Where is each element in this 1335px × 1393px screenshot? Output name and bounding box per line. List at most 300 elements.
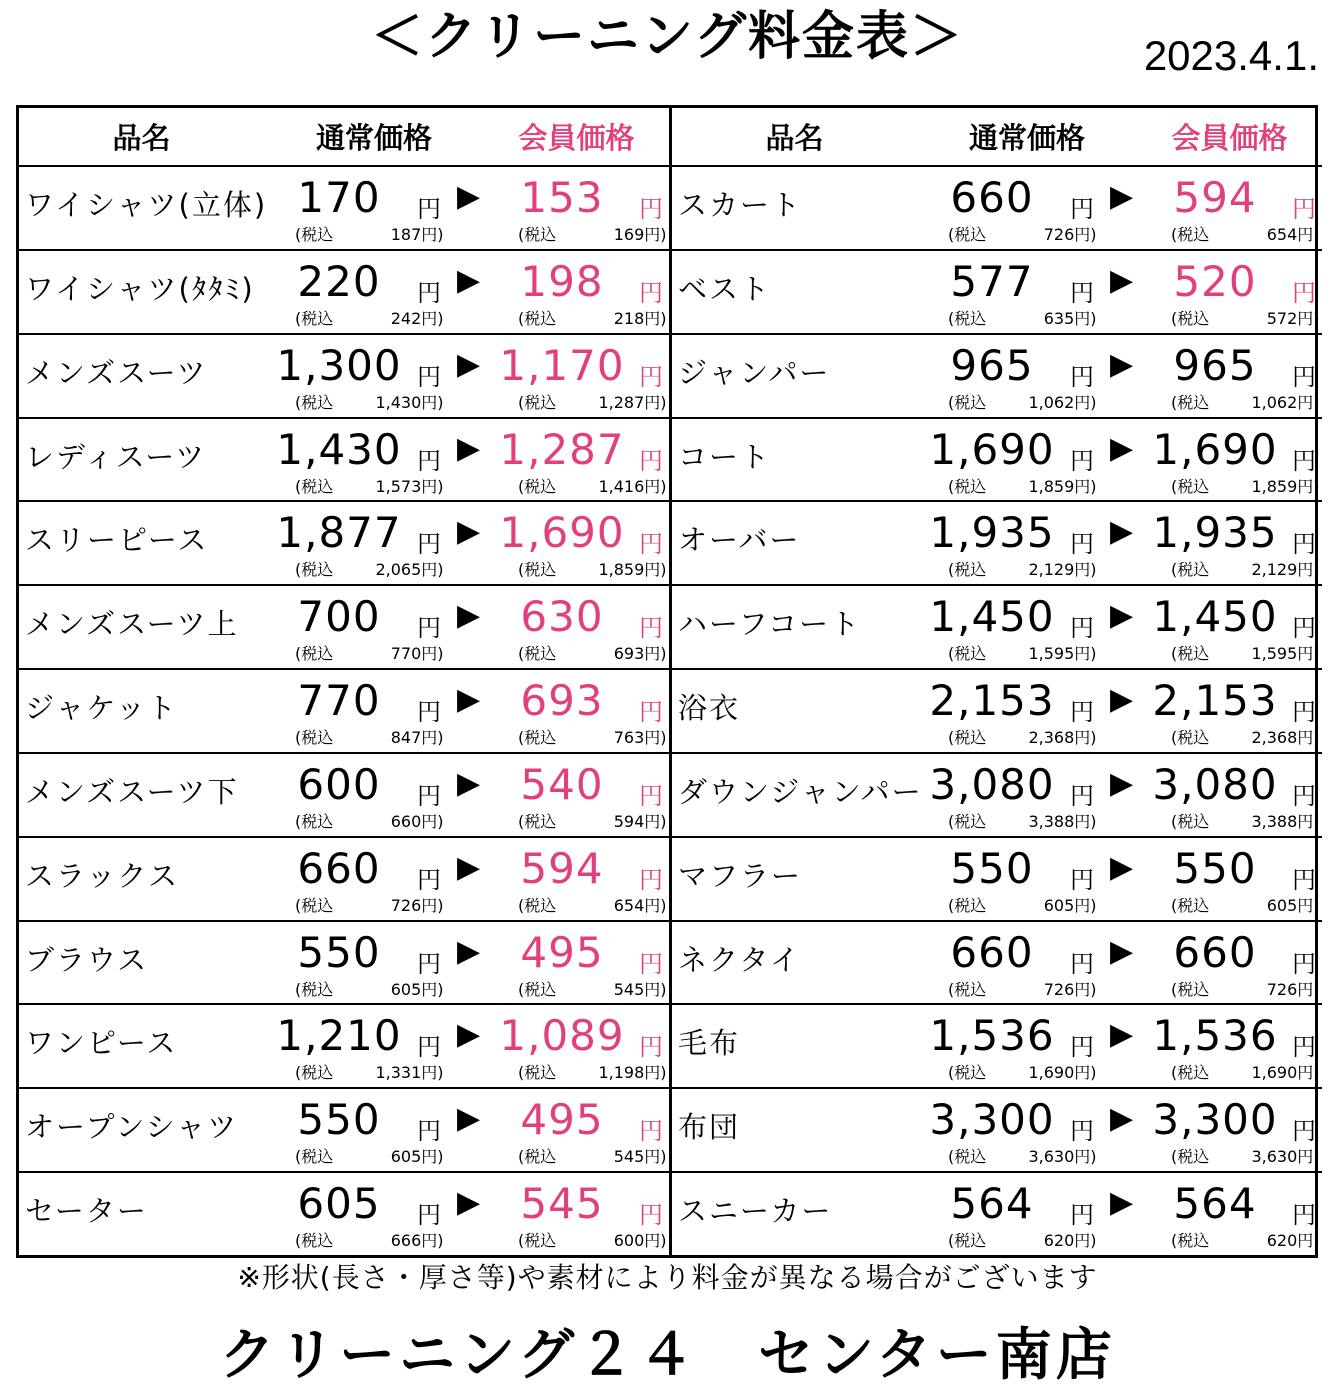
yen-label: 円 xyxy=(417,614,441,643)
tax-suffix: 円) xyxy=(1074,1063,1097,1083)
item-name: ワンピース xyxy=(25,1026,178,1061)
normal-tax-incl xyxy=(948,1228,1097,1251)
tax-amount: 218 xyxy=(613,308,645,328)
member-price: 594 xyxy=(520,843,604,893)
tax-prefix: (税込 xyxy=(518,979,557,999)
member-price: 545 xyxy=(520,1179,604,1229)
table-row xyxy=(672,1173,1322,1255)
yen-label: 円 xyxy=(639,278,663,307)
table-row xyxy=(19,251,669,335)
yen-label: 円 xyxy=(1070,278,1094,307)
table-row xyxy=(672,1089,1322,1173)
member-price: 594 xyxy=(1173,173,1257,222)
table-row xyxy=(19,1089,669,1173)
arrow-icon: ▶ xyxy=(1110,262,1134,298)
tax-suffix: 円) xyxy=(1297,225,1320,244)
table-row xyxy=(19,167,669,251)
yen-label: 円 xyxy=(1292,781,1316,810)
header-member-price: 会員価格 xyxy=(1171,121,1288,155)
normal-price: 605 xyxy=(297,1179,381,1229)
tax-amount: 1,416 xyxy=(598,476,645,496)
table-row xyxy=(19,586,669,670)
normal-tax-incl xyxy=(948,474,1097,497)
normal-tax-incl xyxy=(295,1144,444,1167)
arrow-icon: ▶ xyxy=(457,682,481,718)
tax-suffix: 円) xyxy=(644,560,667,580)
tax-suffix: 円) xyxy=(421,644,444,664)
member-tax-incl xyxy=(1171,1060,1320,1083)
tax-suffix: 円) xyxy=(421,476,444,496)
item-name: スカート xyxy=(678,188,803,222)
tax-prefix: (税込 xyxy=(518,895,557,915)
member-price: 3,080 xyxy=(1152,759,1278,809)
table-row xyxy=(672,251,1322,335)
arrow-icon: ▶ xyxy=(1110,765,1134,801)
tax-amount: 3,630 xyxy=(1251,1147,1298,1167)
member-tax-incl xyxy=(1171,977,1320,1000)
member-price: 1,690 xyxy=(499,508,625,558)
yen-label: 円 xyxy=(417,781,441,810)
yen-label: 円 xyxy=(1292,614,1316,643)
member-price: 520 xyxy=(1173,256,1257,306)
tax-amount: 242 xyxy=(390,308,422,328)
item-name: 布団 xyxy=(678,1110,741,1145)
tax-amount: 654 xyxy=(1266,225,1298,244)
yen-label: 円 xyxy=(417,698,441,727)
normal-tax-incl xyxy=(295,474,444,497)
arrow-icon: ▶ xyxy=(1110,598,1134,634)
member-tax-incl xyxy=(518,222,667,245)
tax-amount: 3,630 xyxy=(1028,1147,1075,1167)
item-name: ワイシャツ(ﾀﾀﾐ) xyxy=(25,271,255,306)
tax-prefix: (税込 xyxy=(948,476,987,496)
tax-amount: 545 xyxy=(613,1147,645,1167)
item-name: ダウンジャンパー xyxy=(678,774,923,809)
yen-label: 円 xyxy=(1070,865,1094,894)
member-tax-incl xyxy=(1171,557,1320,580)
member-price: 564 xyxy=(1173,1179,1257,1229)
table-row xyxy=(672,1005,1322,1089)
yen-label: 円 xyxy=(417,195,441,223)
normal-price: 1,210 xyxy=(276,1011,402,1061)
table-row xyxy=(672,167,1322,251)
item-name: スラックス xyxy=(25,858,180,893)
arrow-icon: ▶ xyxy=(1110,514,1134,550)
yen-label: 円 xyxy=(1292,949,1316,978)
yen-label: 円 xyxy=(1070,530,1094,559)
member-tax-incl xyxy=(518,557,667,580)
item-name: 毛布 xyxy=(678,1026,741,1061)
tax-amount: 654 xyxy=(613,895,645,915)
yen-label: 円 xyxy=(1292,1033,1316,1062)
yen-label: 円 xyxy=(417,278,441,307)
member-tax-incl xyxy=(1171,1228,1320,1251)
item-name: ブラウス xyxy=(25,942,149,977)
yen-label: 円 xyxy=(417,1033,441,1062)
tax-amount: 1,595 xyxy=(1028,644,1075,664)
tax-amount: 1,690 xyxy=(1251,1063,1298,1083)
tax-prefix: (税込 xyxy=(518,308,557,328)
item-name: コート xyxy=(678,439,772,474)
tax-amount: 169 xyxy=(613,225,645,244)
tax-prefix: (税込 xyxy=(948,308,987,328)
tax-suffix: 円) xyxy=(1297,1147,1320,1167)
tax-suffix: 円) xyxy=(1297,392,1320,412)
page-title: ＜クリーニング料金表＞ xyxy=(371,7,964,67)
arrow-icon: ▶ xyxy=(457,765,481,801)
member-price: 550 xyxy=(1173,843,1257,893)
tax-prefix: (税込 xyxy=(948,979,987,999)
normal-tax-incl xyxy=(295,1228,444,1251)
tax-amount: 726 xyxy=(1043,979,1075,999)
arrow-icon: ▶ xyxy=(457,933,481,969)
normal-tax-incl xyxy=(948,306,1097,329)
tax-prefix: (税込 xyxy=(948,225,987,244)
tax-suffix: 円) xyxy=(1074,728,1097,748)
tax-amount: 770 xyxy=(390,644,422,664)
tax-suffix: 円) xyxy=(644,1147,667,1167)
member-price: 540 xyxy=(520,759,604,809)
item-name: メンズスーツ下 xyxy=(25,774,239,809)
table-row xyxy=(19,1173,669,1255)
arrow-icon: ▶ xyxy=(457,1017,481,1053)
tax-prefix: (税込 xyxy=(1171,728,1210,748)
table-row xyxy=(672,838,1322,922)
tax-suffix: 円) xyxy=(1074,308,1097,328)
tax-prefix: (税込 xyxy=(518,1063,557,1083)
tax-prefix: (税込 xyxy=(948,560,987,580)
normal-price: 577 xyxy=(950,256,1034,306)
item-name: レディスーツ xyxy=(25,439,207,474)
arrow-icon: ▶ xyxy=(1110,179,1134,214)
member-price: 1,536 xyxy=(1152,1011,1278,1061)
normal-tax-incl xyxy=(948,893,1097,916)
rows-left xyxy=(19,167,669,1255)
tax-suffix: 円) xyxy=(421,225,444,244)
normal-tax-incl xyxy=(948,1060,1097,1083)
yen-label: 円 xyxy=(639,1201,663,1230)
tax-prefix: (税込 xyxy=(1171,476,1210,496)
tax-prefix: (税込 xyxy=(1171,308,1210,328)
arrow-icon: ▶ xyxy=(1110,682,1134,718)
tax-suffix: 円) xyxy=(644,811,667,831)
yen-label: 円 xyxy=(1070,446,1094,475)
member-price: 2,153 xyxy=(1152,676,1278,726)
arrow-icon: ▶ xyxy=(1110,1185,1134,1221)
tax-suffix: 円) xyxy=(1297,308,1320,328)
tax-prefix: (税込 xyxy=(1171,1231,1210,1251)
member-tax-incl xyxy=(518,977,667,1000)
member-price: 660 xyxy=(1173,927,1257,977)
arrow-icon: ▶ xyxy=(1110,1101,1134,1137)
normal-price: 2,153 xyxy=(929,676,1055,726)
header-normal-price: 通常価格 xyxy=(968,121,1085,155)
tax-amount: 693 xyxy=(613,644,645,664)
member-tax-incl xyxy=(1171,306,1320,329)
tax-amount: 1,859 xyxy=(598,560,645,580)
tax-suffix: 円) xyxy=(421,979,444,999)
member-tax-incl xyxy=(518,474,667,497)
store-name: クリーニング２４ センター南店 xyxy=(219,1323,1116,1388)
arrow-icon: ▶ xyxy=(457,1185,481,1221)
member-tax-incl xyxy=(1171,390,1320,413)
tax-amount: 187 xyxy=(390,225,422,244)
yen-label: 円 xyxy=(639,195,663,223)
tax-suffix: 円) xyxy=(1074,811,1097,831)
normal-price: 550 xyxy=(950,843,1034,893)
yen-label: 円 xyxy=(1070,1117,1094,1146)
tax-suffix: 円) xyxy=(1074,476,1097,496)
yen-label: 円 xyxy=(1070,195,1094,223)
member-tax-incl xyxy=(1171,809,1320,832)
yen-label: 円 xyxy=(417,446,441,475)
yen-label: 円 xyxy=(1070,949,1094,978)
tax-amount: 572 xyxy=(1266,308,1298,328)
item-name: メンズスーツ xyxy=(25,355,208,390)
member-price: 495 xyxy=(520,927,604,977)
tax-amount: 726 xyxy=(1043,225,1075,244)
tax-prefix: (税込 xyxy=(1171,811,1210,831)
tax-amount: 2,368 xyxy=(1251,728,1298,748)
tax-prefix: (税込 xyxy=(295,644,334,664)
member-tax-incl xyxy=(518,809,667,832)
normal-price: 1,450 xyxy=(929,592,1055,642)
tax-suffix: 円) xyxy=(1297,895,1320,915)
arrow-icon: ▶ xyxy=(457,849,481,885)
member-price: 1,089 xyxy=(499,1011,625,1061)
normal-price: 660 xyxy=(297,843,381,893)
tax-amount: 3,388 xyxy=(1251,811,1298,831)
normal-price: 170 xyxy=(297,173,381,222)
tax-suffix: 円) xyxy=(421,728,444,748)
member-price: 153 xyxy=(520,173,604,222)
normal-price: 1,536 xyxy=(929,1011,1055,1061)
yen-label: 円 xyxy=(417,1201,441,1230)
tax-prefix: (税込 xyxy=(518,728,557,748)
tax-suffix: 円) xyxy=(1074,895,1097,915)
yen-label: 円 xyxy=(639,949,663,978)
member-price: 1,450 xyxy=(1152,592,1278,642)
table-row xyxy=(19,838,669,922)
tax-prefix: (税込 xyxy=(518,225,557,244)
tax-amount: 666 xyxy=(390,1231,422,1251)
table-row xyxy=(672,586,1322,670)
normal-price: 1,935 xyxy=(929,508,1055,558)
normal-price: 564 xyxy=(950,1179,1034,1229)
normal-tax-incl xyxy=(295,893,444,916)
member-tax-incl xyxy=(1171,893,1320,916)
normal-tax-incl xyxy=(295,725,444,748)
yen-label: 円 xyxy=(1292,698,1316,727)
tax-suffix: 円) xyxy=(644,1231,667,1251)
tax-amount: 594 xyxy=(613,811,645,831)
normal-price: 220 xyxy=(297,256,381,306)
arrow-icon: ▶ xyxy=(457,514,481,550)
member-price: 693 xyxy=(520,676,604,726)
table-row xyxy=(672,502,1322,586)
member-tax-incl xyxy=(1171,641,1320,664)
tax-amount: 1,859 xyxy=(1251,476,1298,496)
yen-label: 円 xyxy=(417,530,441,559)
tax-suffix: 円) xyxy=(644,895,667,915)
normal-price: 700 xyxy=(297,592,381,642)
arrow-icon: ▶ xyxy=(457,346,481,382)
header-item-name: 品名 xyxy=(112,121,171,155)
tax-suffix: 円) xyxy=(644,644,667,664)
tax-suffix: 円) xyxy=(644,392,667,412)
yen-label: 円 xyxy=(639,614,663,643)
yen-label: 円 xyxy=(1292,195,1316,223)
tax-suffix: 円) xyxy=(1297,1063,1320,1083)
tax-amount: 605 xyxy=(1266,895,1298,915)
item-name: ジャンパー xyxy=(678,355,831,390)
tax-prefix: (税込 xyxy=(1171,1063,1210,1083)
yen-label: 円 xyxy=(1070,1201,1094,1230)
member-price: 1,287 xyxy=(499,424,625,474)
normal-price: 600 xyxy=(297,759,381,809)
normal-price: 1,430 xyxy=(276,424,402,474)
normal-price: 660 xyxy=(950,927,1034,977)
tax-prefix: (税込 xyxy=(518,392,557,412)
tax-prefix: (税込 xyxy=(295,728,334,748)
tax-prefix: (税込 xyxy=(1171,979,1210,999)
yen-label: 円 xyxy=(639,781,663,810)
tax-amount: 660 xyxy=(390,811,422,831)
tax-amount: 2,129 xyxy=(1028,560,1075,580)
rows-right xyxy=(672,167,1322,1255)
normal-price: 550 xyxy=(297,927,381,977)
table-row xyxy=(19,670,669,754)
tax-prefix: (税込 xyxy=(518,476,557,496)
price-table-left xyxy=(19,108,672,1255)
tax-prefix: (税込 xyxy=(295,392,334,412)
normal-tax-incl xyxy=(295,306,444,329)
price-note: ※形状(長さ・厚さ等)や素材により料金が異なる場合がございます xyxy=(237,1261,1098,1294)
member-price: 198 xyxy=(520,256,604,306)
member-price: 495 xyxy=(520,1095,604,1145)
normal-price: 550 xyxy=(297,1095,381,1145)
yen-label: 円 xyxy=(639,1117,663,1146)
tax-suffix: 円) xyxy=(421,811,444,831)
member-tax-incl xyxy=(518,893,667,916)
tax-amount: 545 xyxy=(613,979,645,999)
normal-tax-incl xyxy=(295,390,444,413)
tax-prefix: (税込 xyxy=(948,811,987,831)
member-price: 1,170 xyxy=(499,340,625,390)
item-name: オープンシャツ xyxy=(25,1110,239,1145)
member-tax-incl xyxy=(518,1228,667,1251)
normal-tax-incl xyxy=(948,557,1097,580)
table-header xyxy=(19,108,669,167)
table-row xyxy=(672,754,1322,838)
tax-prefix: (税込 xyxy=(518,1231,557,1251)
tax-suffix: 円) xyxy=(421,1231,444,1251)
member-tax-incl xyxy=(1171,222,1320,245)
normal-price: 770 xyxy=(297,676,381,726)
table-row xyxy=(672,922,1322,1006)
header-normal-price: 通常価格 xyxy=(315,121,432,155)
normal-price: 3,080 xyxy=(929,759,1055,809)
item-name: 浴衣 xyxy=(678,691,741,726)
table-row xyxy=(19,335,669,419)
yen-label: 円 xyxy=(417,865,441,894)
arrow-icon: ▶ xyxy=(457,430,481,466)
date-label: 2023.4.1. xyxy=(1143,32,1319,79)
yen-label: 円 xyxy=(1292,1117,1316,1146)
tax-prefix: (税込 xyxy=(518,644,557,664)
normal-tax-incl xyxy=(295,977,444,1000)
member-tax-incl xyxy=(518,1060,667,1083)
member-tax-incl xyxy=(518,306,667,329)
tax-prefix: (税込 xyxy=(1171,392,1210,412)
table-row xyxy=(19,1005,669,1089)
item-name: ハーフコート xyxy=(678,607,862,642)
tax-amount: 605 xyxy=(390,979,422,999)
yen-label: 円 xyxy=(417,949,441,978)
tax-prefix: (税込 xyxy=(948,392,987,412)
table-row xyxy=(672,335,1322,419)
tax-prefix: (税込 xyxy=(948,728,987,748)
tax-prefix: (税込 xyxy=(1171,1147,1210,1167)
tax-prefix: (税込 xyxy=(295,1063,334,1083)
yen-label: 円 xyxy=(1292,865,1316,894)
tax-suffix: 円) xyxy=(421,308,444,328)
tax-amount: 726 xyxy=(1266,979,1298,999)
tax-suffix: 円) xyxy=(421,1063,444,1083)
tax-prefix: (税込 xyxy=(518,811,557,831)
tax-amount: 2,065 xyxy=(375,560,422,580)
tax-suffix: 円) xyxy=(421,392,444,412)
tax-suffix: 円) xyxy=(1074,560,1097,580)
tax-prefix: (税込 xyxy=(518,560,557,580)
tax-amount: 1,690 xyxy=(1028,1063,1075,1083)
arrow-icon: ▶ xyxy=(1110,430,1134,466)
tax-amount: 1,859 xyxy=(1028,476,1075,496)
tax-prefix: (税込 xyxy=(518,1147,557,1167)
price-table-right xyxy=(672,108,1322,1255)
tax-suffix: 円) xyxy=(644,476,667,496)
tax-amount: 635 xyxy=(1043,308,1075,328)
normal-tax-incl xyxy=(948,222,1097,245)
tax-prefix: (税込 xyxy=(295,1147,334,1167)
tax-suffix: 円) xyxy=(1297,979,1320,999)
tax-amount: 605 xyxy=(390,1147,422,1167)
member-price: 965 xyxy=(1173,340,1257,390)
table-row xyxy=(19,754,669,838)
header-member-price: 会員価格 xyxy=(518,121,635,155)
tax-prefix: (税込 xyxy=(295,560,334,580)
tax-suffix: 円) xyxy=(644,979,667,999)
tax-prefix: (税込 xyxy=(1171,895,1210,915)
tax-suffix: 円) xyxy=(1074,1147,1097,1167)
tax-amount: 763 xyxy=(613,728,645,748)
tax-prefix: (税込 xyxy=(295,308,334,328)
yen-label: 円 xyxy=(639,1033,663,1062)
tax-prefix: (税込 xyxy=(948,1063,987,1083)
yen-label: 円 xyxy=(1070,1033,1094,1062)
table-row xyxy=(672,419,1322,503)
normal-tax-incl xyxy=(948,809,1097,832)
tax-amount: 1,430 xyxy=(375,392,422,412)
member-tax-incl xyxy=(1171,1144,1320,1167)
normal-price: 660 xyxy=(950,173,1034,222)
member-price: 1,690 xyxy=(1152,424,1278,474)
member-tax-incl xyxy=(518,1144,667,1167)
tax-amount: 726 xyxy=(390,895,422,915)
tax-suffix: 円) xyxy=(1074,225,1097,244)
arrow-icon: ▶ xyxy=(1110,849,1134,885)
tax-suffix: 円) xyxy=(644,225,667,244)
